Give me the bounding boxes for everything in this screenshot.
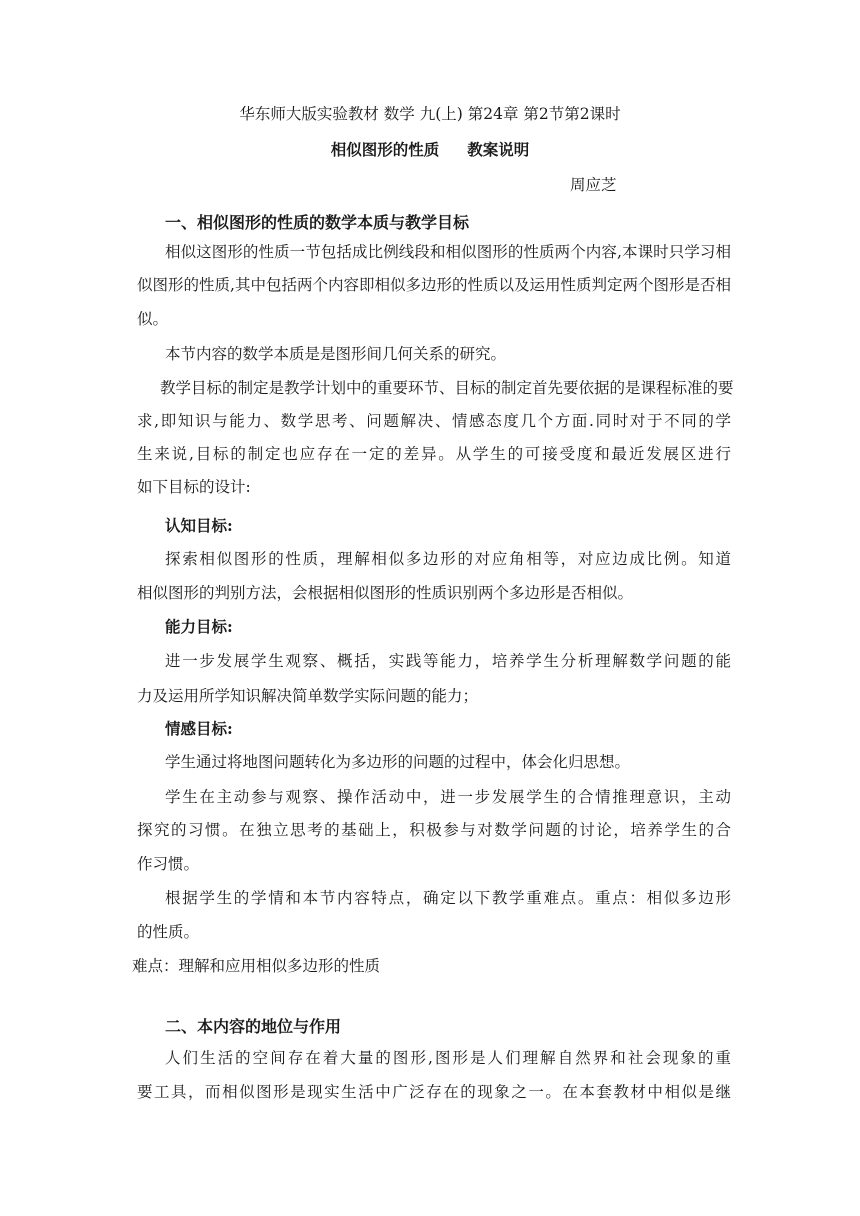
section-1-heading: 一、相似图形的性质的数学本质与教学目标: [165, 213, 470, 232]
paragraph-line: 力及运用所学知识解决简单数学实际问题的能力；: [137, 687, 479, 705]
paragraph-line: 要工具，而相似图形是现实生活中广泛存在的现象之一。在本套教材中相似是继: [137, 1083, 731, 1101]
title-topic: 相似图形的性质: [330, 140, 440, 159]
paragraph-line: 本节内容的数学本质是是图形间几何关系的研究。: [165, 345, 507, 363]
paragraph-line: 相似图形的判别方法，会根据相似图形的性质识别两个多边形是否相似。: [137, 584, 634, 602]
cognitive-goal-label: 认知目标:: [165, 516, 233, 535]
author-name: 周应芝: [570, 176, 617, 194]
paragraph-line: 似。: [137, 310, 169, 328]
paragraph-line: 似图形的性质,其中包括两个内容即相似多边形的性质以及运用性质判定两个图形是否相: [137, 276, 731, 294]
paragraph-line: 相似这图形的性质一节包括成比例线段和相似图形的性质两个内容,本课时只学习相: [165, 243, 731, 261]
paragraph-line: 探究的习惯。在独立思考的基础上，积极参与对数学问题的讨论，培养学生的合: [137, 821, 731, 839]
section-2-heading: 二、本内容的地位与作用: [165, 1017, 342, 1036]
paragraph-line: 难点：理解和应用相似多边形的性质: [132, 957, 381, 975]
paragraph-line: 求,即知识与能力、数学思考、问题解决、情感态度几个方面.同时对于不同的学: [137, 412, 731, 430]
paragraph-line: 进一步发展学生观察、概括，实践等能力，培养学生分析理解数学问题的能: [165, 652, 731, 670]
paragraph-line: 作习惯。: [137, 855, 200, 873]
paragraph-line: 教学目标的制定是教学计划中的重要环节、目标的制定首先要依据的是课程标准的要: [160, 379, 734, 397]
document-header: 华东师大版实验教材 数学 九(上) 第24章 第2节第2课时: [239, 105, 621, 123]
document-title: [0, 140, 860, 160]
paragraph-line: 根据学生的学情和本节内容特点，确定以下教学重难点。重点：相似多边形: [165, 889, 731, 907]
paragraph-line: 探索相似图形的性质，理解相似多边形的对应角相等，对应边成比例。知道: [165, 550, 731, 568]
emotion-goal-label: 情感目标:: [165, 719, 233, 738]
paragraph-line: 学生在主动参与观察、操作活动中，进一步发展学生的合情推理意识，主动: [165, 788, 731, 806]
paragraph-line: 如下目标的设计:: [137, 478, 251, 496]
ability-goal-label: 能力目标:: [165, 617, 233, 636]
paragraph-line: 生来说,目标的制定也应存在一定的差异。从学生的可接受度和最近发展区进行: [137, 445, 731, 463]
paragraph-line: 的性质。: [137, 923, 200, 941]
title-type: 教案说明: [467, 140, 530, 159]
paragraph-line: 学生通过将地图问题转化为多边形的问题的过程中，体会化归思想。: [165, 753, 631, 771]
paragraph-line: 人们生活的空间存在着大量的图形,图形是人们理解自然界和社会现象的重: [165, 1049, 731, 1067]
